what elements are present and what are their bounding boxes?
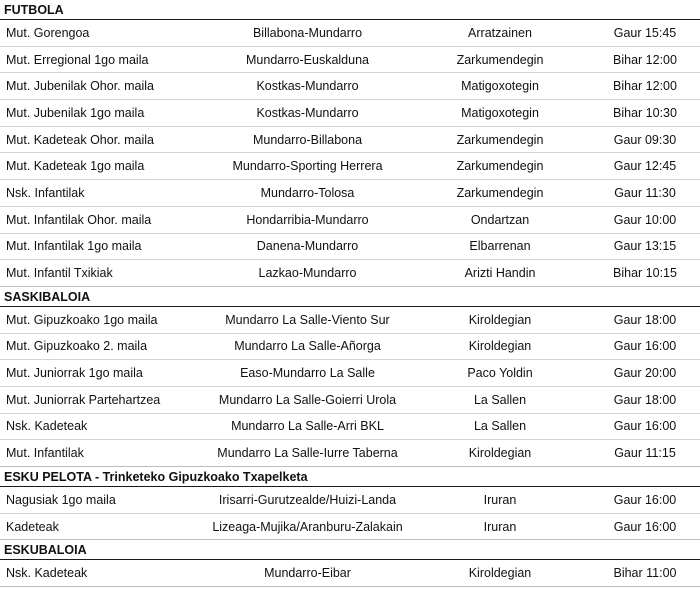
match-cell: Mundarro La Salle-Iurre Taberna (217, 446, 398, 461)
category-cell: Mut. Infantilak (6, 446, 84, 461)
category-cell: Mut. Infantilak 1go maila (6, 239, 142, 254)
venue-cell: Zarkumendegin (456, 185, 544, 200)
category-cell: Mut. Jubenilak 1go maila (6, 105, 145, 120)
category-cell: Nagusiak 1go maila (6, 492, 116, 507)
venue-cell: Kiroldegian (468, 566, 532, 581)
venue-cell: Matigoxotegin (461, 79, 539, 94)
match-cell: Billabona-Mundarro (252, 25, 363, 40)
match-cell: Mundarro-Billabona (252, 132, 363, 147)
table-row (0, 440, 700, 467)
section-futbola (0, 0, 700, 287)
category-cell: Nsk. Kadeteak (6, 566, 88, 581)
section-eskubaloia (0, 540, 700, 587)
time-cell: Gaur 20:00 (613, 366, 677, 381)
time-cell: Gaur 11:15 (614, 446, 676, 461)
section-title: FUTBOLA (0, 0, 700, 20)
category-cell: Mut. Juniorrak Partehartzea (6, 392, 161, 407)
table-row (0, 334, 700, 361)
venue-cell: Zarkumendegin (456, 159, 544, 174)
time-cell: Gaur 18:00 (613, 392, 677, 407)
category-cell: Mut. Juniorrak 1go maila (6, 366, 143, 381)
match-cell: Mundarro La Salle-Goierri Urola (218, 392, 397, 407)
time-cell: Gaur 16:00 (613, 492, 677, 507)
category-cell: Mut. Erregional 1go maila (6, 52, 149, 67)
category-cell: Nsk. Infantilak (6, 185, 85, 200)
time-cell: Gaur 18:00 (613, 312, 677, 327)
table-row (0, 234, 700, 261)
match-cell: Kostkas-Mundarro (256, 79, 359, 94)
venue-cell: Zarkumendegin (456, 132, 544, 147)
match-cell: Mundarro-Euskalduna (246, 52, 369, 67)
category-cell: Mut. Infantil Txikiak (6, 266, 113, 281)
category-cell: Mut. Jubenilak Ohor. maila (6, 79, 154, 94)
table-row (0, 100, 700, 127)
table-row (0, 20, 700, 47)
time-cell: Bihar 11:00 (613, 566, 677, 581)
time-cell: Gaur 15:45 (613, 25, 677, 40)
venue-cell: La Sallen (473, 419, 527, 434)
time-cell: Gaur 09:30 (613, 132, 677, 147)
match-cell: Danena-Mundarro (256, 239, 359, 254)
venue-cell: La Sallen (473, 392, 527, 407)
time-cell: Bihar 10:30 (613, 105, 677, 120)
venue-cell: Zarkumendegin (456, 52, 544, 67)
match-cell: Mundarro-Sporting Herrera (232, 159, 383, 174)
time-cell: Bihar 10:15 (613, 266, 677, 281)
venue-cell: Paco Yoldin (467, 366, 533, 381)
match-cell: Easo-Mundarro La Salle (240, 366, 375, 381)
match-cell: Mundarro La Salle-Viento Sur (225, 312, 390, 327)
match-cell: Mundarro-Tolosa (260, 185, 355, 200)
category-cell: Mut. Kadeteak 1go maila (6, 159, 145, 174)
section-esku-pelota (0, 467, 700, 540)
venue-cell: Elbarrenan (469, 239, 531, 254)
venue-cell: Iruran (483, 492, 517, 507)
category-cell: Mut. Gipuzkoako 1go maila (6, 312, 158, 327)
table-row (0, 127, 700, 154)
time-cell: Gaur 16:00 (613, 419, 677, 434)
section-title: ESKU PELOTA - Trinketeko Gipuzkoako Txapelketa (0, 467, 700, 487)
match-cell: Lizeaga-Mujika/Aranburu-Zalakain (212, 519, 403, 534)
venue-cell: Kiroldegian (468, 312, 532, 327)
venue-cell: Iruran (483, 519, 517, 534)
time-cell: Gaur 11:30 (614, 185, 676, 200)
match-cell: Mundarro La Salle-Arri BKL (231, 419, 384, 434)
match-cell: Mundarro La Salle-Añorga (234, 339, 381, 354)
table-row (0, 360, 700, 387)
table-row (0, 180, 700, 207)
table-row (0, 560, 700, 587)
category-cell: Kadeteak (6, 519, 59, 534)
category-cell: Nsk. Kadeteak (6, 419, 88, 434)
match-cell: Kostkas-Mundarro (256, 105, 359, 120)
venue-cell: Arizti Handin (464, 266, 536, 281)
table-row (0, 260, 700, 287)
table-row (0, 514, 700, 541)
section-title: SASKIBALOIA (0, 287, 700, 307)
category-cell: Mut. Gorengoa (6, 25, 90, 40)
match-cell: Irisarri-Gurutzealde/Huizi-Landa (218, 492, 397, 507)
venue-cell: Ondartzan (470, 212, 530, 227)
match-cell: Lazkao-Mundarro (258, 266, 357, 281)
match-cell: Hondarribia-Mundarro (246, 212, 369, 227)
time-cell: Gaur 16:00 (613, 339, 677, 354)
time-cell: Bihar 12:00 (613, 52, 677, 67)
time-cell: Gaur 10:00 (613, 212, 677, 227)
match-cell: Mundarro-Eibar (264, 566, 351, 581)
venue-cell: Matigoxotegin (461, 105, 539, 120)
category-cell: Mut. Kadeteak Ohor. maila (6, 132, 154, 147)
table-row (0, 153, 700, 180)
section-title: ESKUBALOIA (0, 540, 700, 560)
table-row (0, 307, 700, 334)
category-cell: Mut. Infantilak Ohor. maila (6, 212, 152, 227)
table-row (0, 414, 700, 441)
venue-cell: Arratzainen (468, 25, 532, 40)
table-row (0, 487, 700, 514)
venue-cell: Kiroldegian (468, 339, 532, 354)
table-row (0, 47, 700, 74)
venue-cell: Kiroldegian (468, 446, 532, 461)
time-cell: Gaur 12:45 (613, 159, 677, 174)
table-row (0, 73, 700, 100)
category-cell: Mut. Gipuzkoako 2. maila (6, 339, 148, 354)
section-saskibaloia (0, 287, 700, 467)
table-row (0, 387, 700, 414)
time-cell: Gaur 16:00 (613, 519, 677, 534)
time-cell: Bihar 12:00 (613, 79, 677, 94)
table-row (0, 207, 700, 234)
time-cell: Gaur 13:15 (613, 239, 677, 254)
